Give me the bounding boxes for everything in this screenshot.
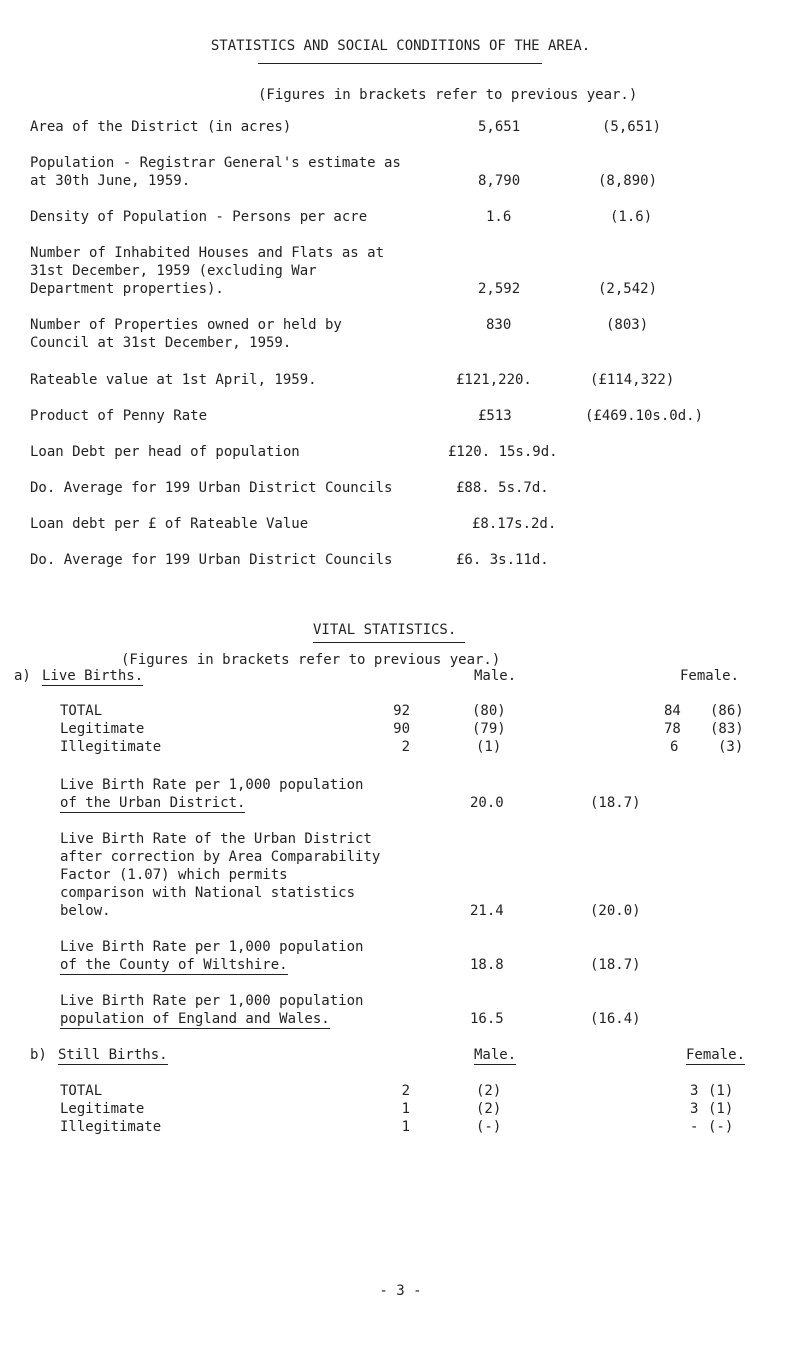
avg-head-value: £88. 5s.7d.: [456, 480, 549, 496]
rate-corrected-label-1: Live Birth Rate of the Urban District: [60, 831, 372, 847]
rate-national-previous: (16.4): [590, 1011, 641, 1027]
still-row-total: 1: [401, 1101, 410, 1117]
still-row-male: (2): [476, 1083, 502, 1099]
vital-note: (Figures in brackets refer to previous year.): [121, 652, 501, 668]
vital-title: VITAL STATISTICS.: [313, 622, 457, 638]
live-row-total: 92: [393, 703, 410, 719]
still-row-female: 3: [690, 1083, 699, 1099]
avg-rv-label: Do. Average for 199 Urban District Councils: [30, 552, 393, 568]
loan-debt-head-value: £120. 15s.9d.: [448, 444, 558, 460]
rate-urban-label-2: of the Urban District.: [60, 795, 246, 811]
still-row-female: 3: [690, 1101, 699, 1117]
penny-rate-previous: (£469.10s.0d.): [585, 408, 704, 424]
rate-county-previous: (18.7): [590, 957, 641, 973]
rate-urban-previous: (18.7): [590, 795, 641, 811]
still-row-label: Legitimate: [60, 1101, 145, 1117]
loan-debt-rv-value: £8.17s.2d.: [472, 516, 557, 532]
live-births-female-header: Female.: [680, 668, 740, 684]
council-props-previous: (803): [606, 317, 649, 333]
live-row-label: Illegitimate: [60, 739, 162, 755]
still-births-heading: Still Births.: [58, 1047, 168, 1063]
live-row-label: TOTAL: [60, 703, 103, 719]
still-row-male: (2): [476, 1101, 502, 1117]
rate-county-label-1: Live Birth Rate per 1,000 population: [60, 939, 364, 955]
rate-county-label-2: of the County of Wiltshire.: [60, 957, 288, 973]
still-row-total: 2: [401, 1083, 410, 1099]
council-props-label-2: Council at 31st December, 1959.: [30, 335, 292, 351]
rate-corrected-value: 21.4: [470, 903, 504, 919]
rate-corrected-label-3: Factor (1.07) which permits: [60, 867, 288, 883]
council-props-value: 830: [486, 317, 512, 333]
still-row-female-prev: (1): [708, 1101, 734, 1117]
loan-debt-rv-label: Loan debt per £ of Rateable Value: [30, 516, 309, 532]
rate-national-label-1: Live Birth Rate per 1,000 population: [60, 993, 364, 1009]
rate-corrected-label-2: after correction by Area Comparability: [60, 849, 381, 865]
rate-corrected-previous: (20.0): [590, 903, 641, 919]
avg-rv-value: £6. 3s.11d.: [456, 552, 549, 568]
live-row-total: 2: [401, 739, 410, 755]
live-row-male: (1): [476, 739, 502, 755]
rate-national-value: 16.5: [470, 1011, 504, 1027]
live-row-male: (79): [472, 721, 506, 737]
area-value: 5,651: [478, 119, 521, 135]
still-row-label: TOTAL: [60, 1083, 103, 1099]
rate-urban-value: 20.0: [470, 795, 504, 811]
title-underline: [258, 63, 542, 64]
loan-debt-head-label: Loan Debt per head of population: [30, 444, 300, 460]
houses-value: 2,592: [478, 281, 521, 297]
live-row-female-prev: (3): [718, 739, 744, 755]
page-title: [0, 38, 801, 54]
live-row-female: 84: [664, 703, 681, 719]
area-label: Area of the District (in acres): [30, 119, 292, 135]
live-row-female-prev: (86): [710, 703, 744, 719]
still-row-male: (-): [476, 1119, 502, 1135]
rateable-label: Rateable value at 1st April, 1959.: [30, 372, 317, 388]
penny-rate-value: £513: [478, 408, 512, 424]
houses-label-3: Department properties).: [30, 281, 224, 297]
area-previous: (5,651): [602, 119, 662, 135]
avg-head-label: Do. Average for 199 Urban District Councils: [30, 480, 393, 496]
still-row-female-prev: (-): [708, 1119, 734, 1135]
rate-national-label-2: population of England and Wales.: [60, 1011, 330, 1027]
live-row-male: (80): [472, 703, 506, 719]
live-row-female: 6: [670, 739, 679, 755]
still-births-marker: b): [30, 1047, 47, 1063]
still-row-label: Illegitimate: [60, 1119, 162, 1135]
live-row-label: Legitimate: [60, 721, 145, 737]
still-births-male-header: Male.: [474, 1047, 517, 1063]
live-births-male-header: Male.: [474, 668, 517, 684]
density-previous: (1.6): [610, 209, 653, 225]
houses-label-2: 31st December, 1959 (excluding War: [30, 263, 317, 279]
rateable-previous: (£114,322): [590, 372, 675, 388]
rate-corrected-label-5: below.: [60, 903, 111, 919]
live-births-marker: a): [14, 668, 31, 684]
rate-corrected-label-4: comparison with National statistics: [60, 885, 356, 901]
rate-urban-label-1: Live Birth Rate per 1,000 population: [60, 777, 364, 793]
rate-county-value: 18.8: [470, 957, 504, 973]
still-row-female: -: [690, 1119, 699, 1135]
population-value: 8,790: [478, 173, 521, 189]
still-row-total: 1: [401, 1119, 410, 1135]
houses-previous: (2,542): [598, 281, 658, 297]
live-row-female: 78: [664, 721, 681, 737]
vital-title-underline: [313, 642, 465, 643]
population-previous: (8,890): [598, 173, 658, 189]
density-label: Density of Population - Persons per acre: [30, 209, 368, 225]
council-props-label-1: Number of Properties owned or held by: [30, 317, 342, 333]
page-number: - 3 -: [379, 1283, 422, 1299]
houses-label-1: Number of Inhabited Houses and Flats as at: [30, 245, 385, 261]
still-births-female-header: Female.: [686, 1047, 746, 1063]
live-births-heading: Live Births.: [42, 668, 144, 684]
population-label-2: at 30th June, 1959.: [30, 173, 191, 189]
live-row-total: 90: [393, 721, 410, 737]
penny-rate-label: Product of Penny Rate: [30, 408, 208, 424]
live-row-female-prev: (83): [710, 721, 744, 737]
still-row-female-prev: (1): [708, 1083, 734, 1099]
rateable-value: £121,220.: [456, 372, 532, 388]
population-label-1: Population - Registrar General's estimate as: [30, 155, 401, 171]
header-note: (Figures in brackets refer to previous year.): [258, 87, 638, 103]
density-value: 1.6: [486, 209, 512, 225]
page-title-text: STATISTICS AND SOCIAL CONDITIONS OF THE AREA.: [210, 38, 591, 54]
